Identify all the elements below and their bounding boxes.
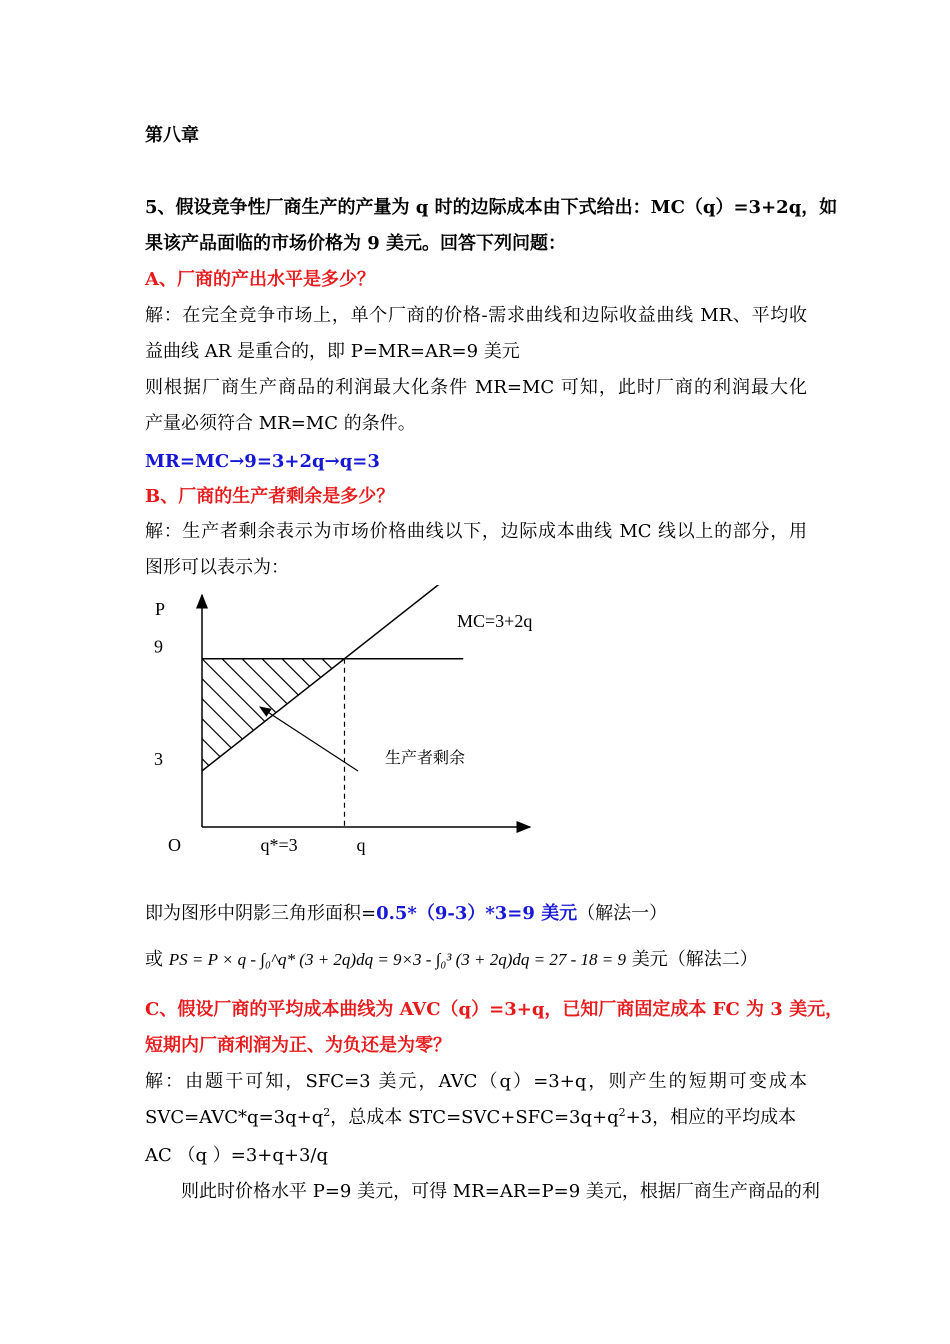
integral-statement xyxy=(145,948,758,972)
ac-intro: +3，相应的平均成本 xyxy=(625,1107,797,1128)
surplus-pointer-arrow xyxy=(260,707,358,771)
hatch-line xyxy=(442,659,560,799)
area-prefix: 即为图形中阴影三角形面积= xyxy=(145,903,377,924)
chapter-title: 第八章 xyxy=(145,125,199,146)
hatch-line xyxy=(362,659,502,799)
hatch-line xyxy=(182,659,322,799)
alt-method-label: 美元（解法二） xyxy=(631,949,758,970)
stc-formula: ，总成本 STC=SVC+SFC=3q+q xyxy=(330,1107,619,1128)
part-a-result: MR=MC→9=3+2q→q=3 xyxy=(145,451,380,472)
part-c-solution-1: 解：由题干可知，SFC=3 美元，AVC（q）=3+q，则产生的短期可变成本 xyxy=(145,1071,807,1092)
mc-curve-label: MC=3+2q xyxy=(457,611,533,631)
integral-formula: PS = P × q - ∫₀^q* (3 + 2q)dq = 9×3 - ∫₀³ (3 + 2q)dq = 27 - 18 = 9 xyxy=(168,950,626,969)
y-axis-label: P xyxy=(155,599,166,619)
part-a-solution-4: 产量必须符合 MR=MC 的条件。 xyxy=(145,413,416,434)
part-a-heading: A、厂商的产出水平是多少？ xyxy=(145,269,375,290)
part-a-solution-1: 解：在完全竞争市场上，单个厂商的价格-需求曲线和边际收益曲线 MR、平均收 xyxy=(145,305,807,326)
hatch-line xyxy=(140,659,202,799)
hatch-line xyxy=(522,659,560,799)
hatch-line xyxy=(302,659,442,799)
part-b-solution-1: 解：生产者剩余表示为市场价格曲线以下，边际成本曲线 MC 线以上的部分，用 xyxy=(145,521,807,542)
hatch-line xyxy=(202,659,342,799)
hatch-line xyxy=(140,659,242,799)
hatch-line xyxy=(402,659,542,799)
x-tick-label: q*=3 xyxy=(260,835,298,855)
area-statement xyxy=(145,902,667,926)
part-c-heading-2: 短期内厂商利润为正、为负还是为零？ xyxy=(145,1035,451,1056)
part-a-solution-2: 益曲线 AR 是重合的，即 P=MR=AR=9 美元 xyxy=(145,341,520,362)
mc-curve xyxy=(202,585,440,771)
origin-label: O xyxy=(168,835,181,855)
area-method-label: （解法一） xyxy=(577,903,668,924)
area-formula: 0.5*（9-3）*3=9 美元 xyxy=(376,903,578,924)
part-c-heading-1: C、假设厂商的平均成本曲线为 AVC（q）=3+q，已知厂商固定成本 FC 为 3 美元， xyxy=(145,999,844,1020)
part-b-solution-2: 图形可以表示为： xyxy=(145,557,289,578)
part-c-solution-2 xyxy=(145,1106,807,1130)
hatch-line xyxy=(282,659,422,799)
hatch-line xyxy=(502,659,560,799)
y-tick-label: 3 xyxy=(154,748,163,769)
y-tick-label: 9 xyxy=(154,636,163,657)
hatch-line xyxy=(242,659,382,799)
hatch-line xyxy=(140,659,222,799)
question-line-2: 果该产品面临的市场价格为 9 美元。回答下列问题： xyxy=(145,233,567,254)
producer-surplus-label: 生产者剩余 xyxy=(385,750,466,767)
hatch-line xyxy=(262,659,402,799)
hatch-line xyxy=(140,659,182,799)
svc-formula: SVC=AVC*q=3q+q xyxy=(145,1107,324,1128)
producer-surplus-chart xyxy=(140,585,560,870)
hatch-line xyxy=(422,659,560,799)
part-c-solution-3: AC （q ）=3+q+3/q xyxy=(145,1145,328,1166)
alt-prefix: 或 xyxy=(145,949,163,970)
question-line-1: 5、假设竞争性厂商生产的产量为 q 时的边际成本由下式给出：MC（q）=3+2q，如 xyxy=(145,197,838,218)
x-axis-label: q xyxy=(356,835,366,855)
hatch-line xyxy=(142,659,282,799)
hatch-line xyxy=(140,659,142,799)
hatch-line xyxy=(162,659,302,799)
hatch-line xyxy=(462,659,560,799)
part-c-solution-4: 则此时价格水平 P=9 美元，可得 MR=AR=P=9 美元，根据厂商生产商品的利 xyxy=(181,1181,820,1202)
hatch-line xyxy=(482,659,560,799)
part-b-heading: B、厂商的生产者剩余是多少？ xyxy=(145,486,395,507)
hatch-line xyxy=(222,659,362,799)
shaded-region xyxy=(140,659,560,799)
hatch-line xyxy=(140,659,162,799)
hatch-line xyxy=(342,659,482,799)
part-a-solution-3: 则根据厂商生产商品的利润最大化条件 MR=MC 可知，此时厂商的利润最大化 xyxy=(145,377,807,398)
hatch-line xyxy=(542,659,560,799)
hatch-line xyxy=(322,659,462,799)
exponent: 2 xyxy=(618,1106,626,1119)
exponent: 2 xyxy=(323,1106,331,1119)
hatch-line xyxy=(382,659,522,799)
